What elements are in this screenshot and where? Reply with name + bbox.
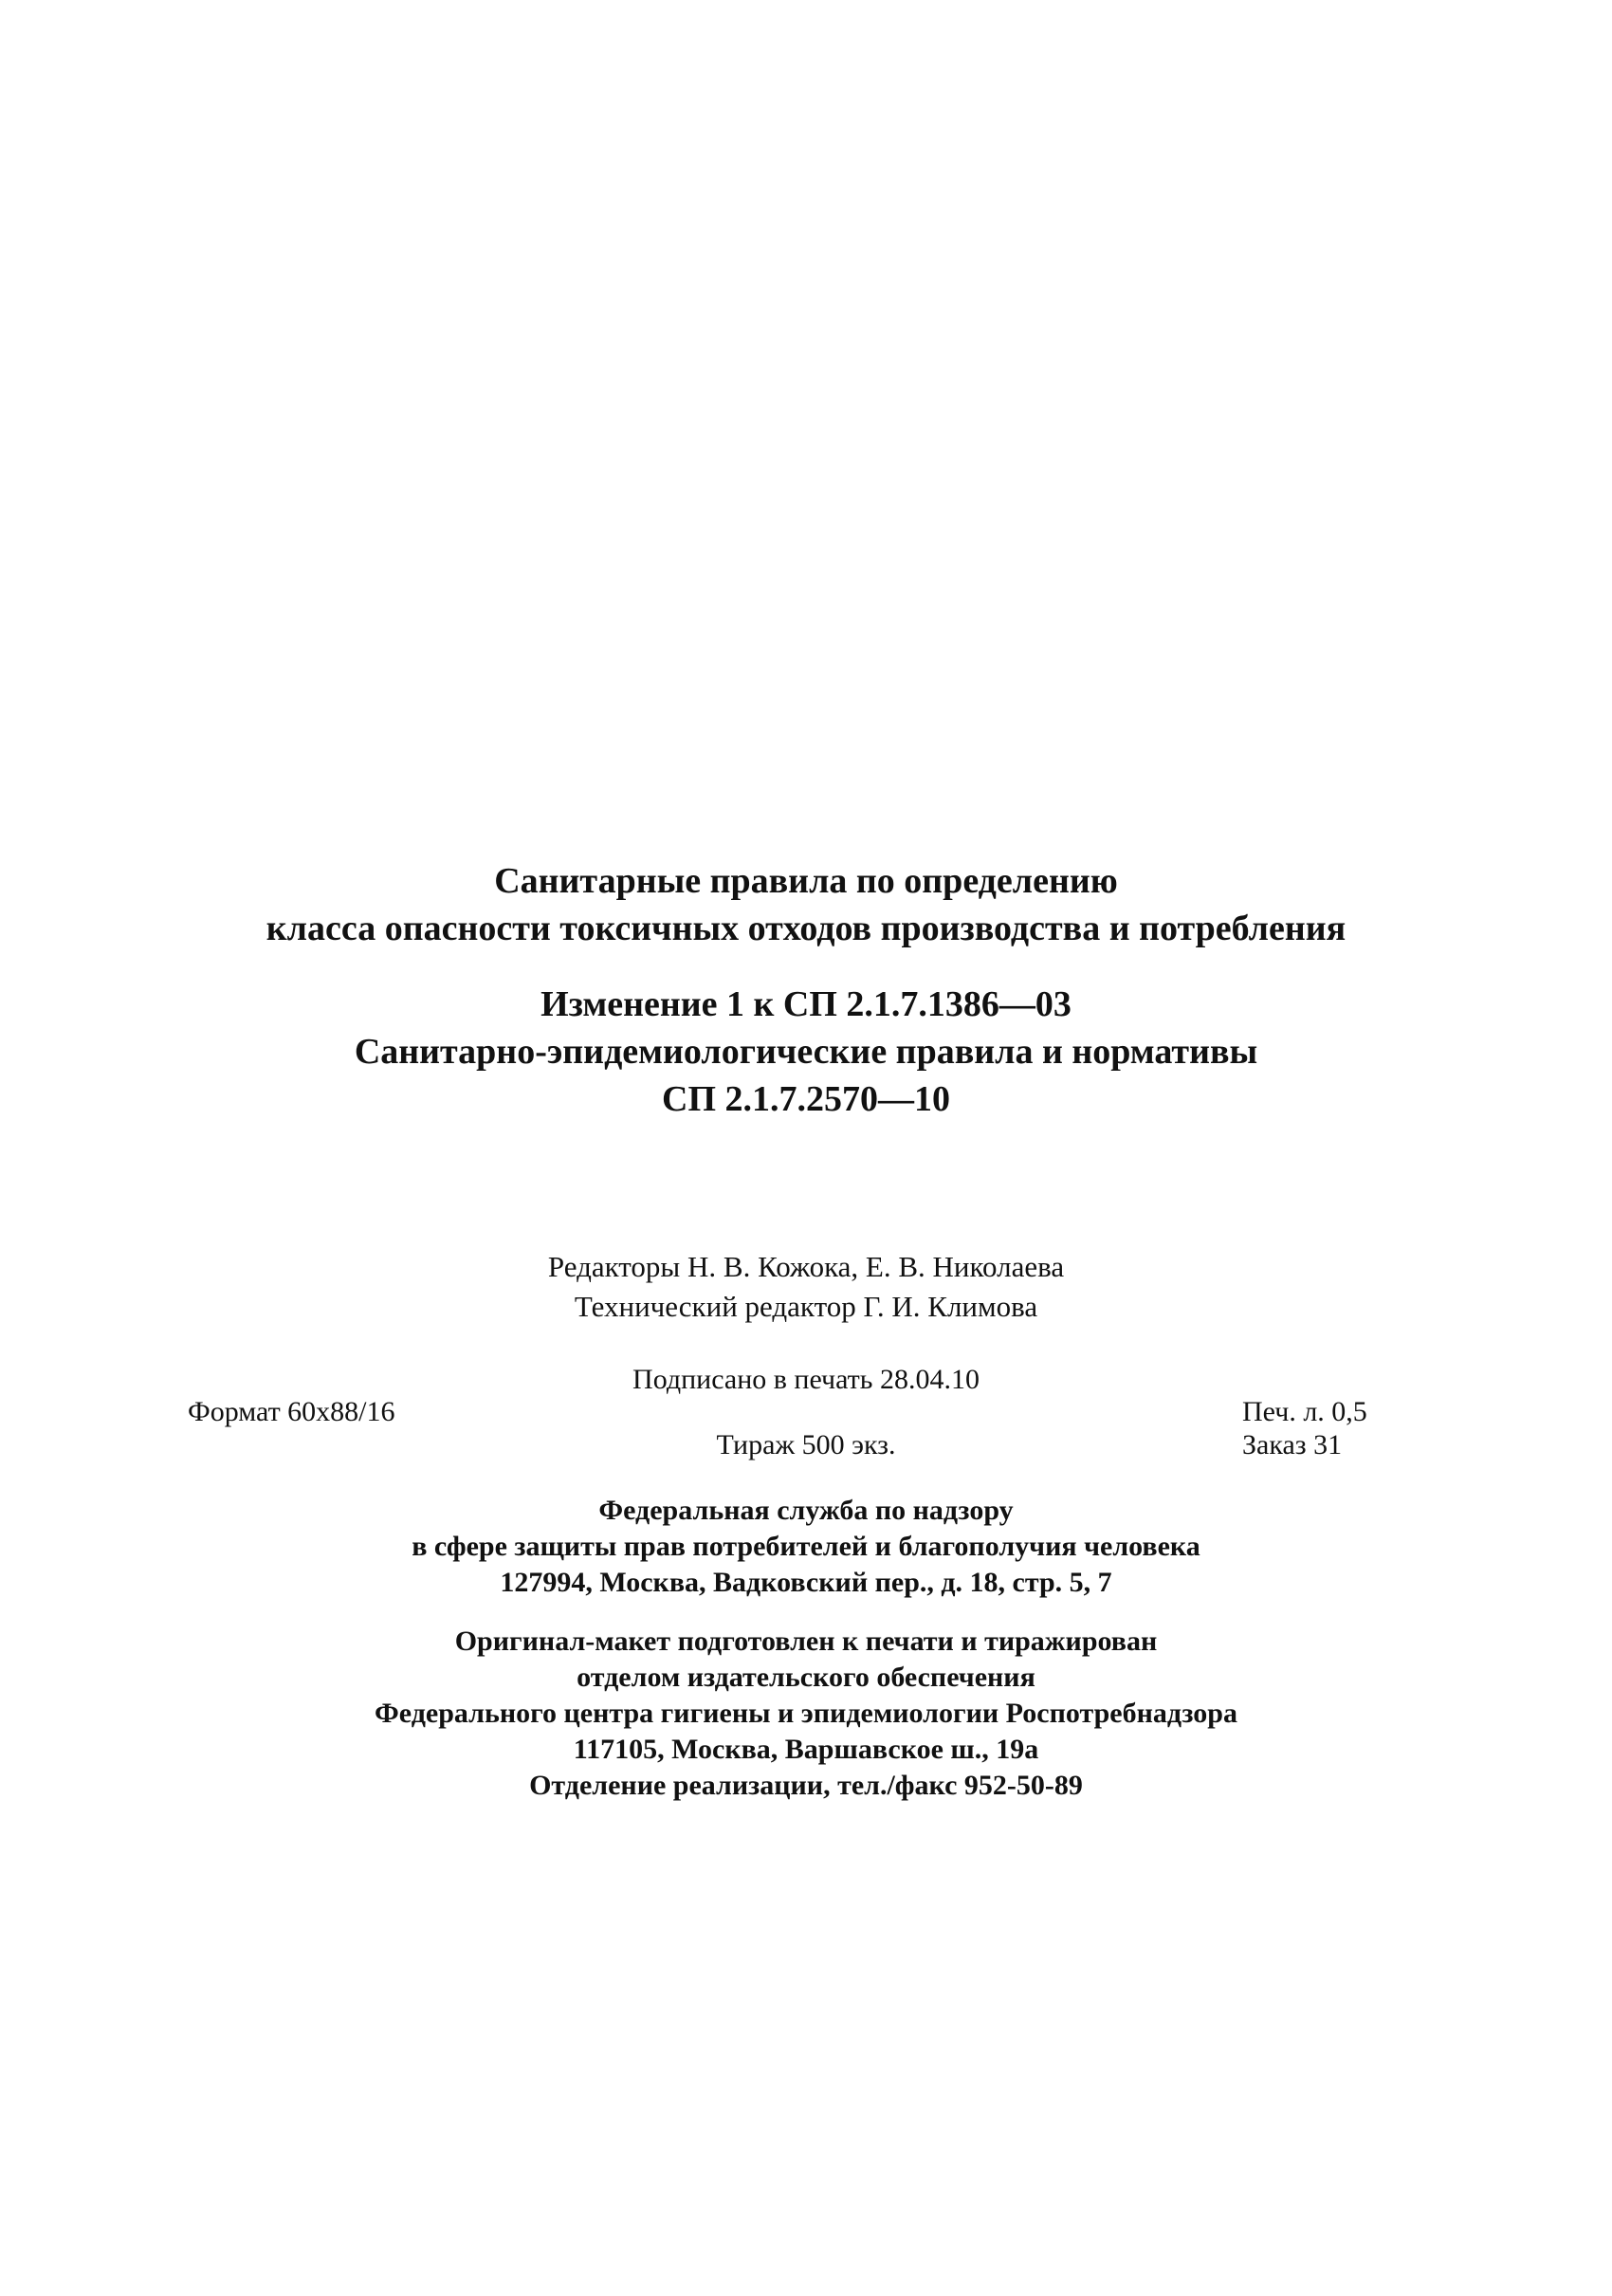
change-subtitle: Санитарно-эпидемиологические правила и нормативы: [354, 1032, 1258, 1072]
sales-contact: Отделение реализации, тел./факс 952-50-89: [529, 1770, 1083, 1801]
signed-for-print: Подписано в печать 28.04.10: [632, 1364, 980, 1395]
publisher-line-1: Федеральная служба по надзору: [598, 1495, 1014, 1526]
producer-address: 117105, Москва, Варшавское ш., 19а: [573, 1734, 1039, 1765]
circulation-info: Тираж 500 экз.: [716, 1429, 896, 1460]
producer-line-1: Оригинал-макет подготовлен к печати и тиражирован: [454, 1626, 1158, 1657]
title-line-1: Санитарные правила по определению: [494, 861, 1118, 901]
producer-line-2: отделом издательского обеспечения: [577, 1662, 1035, 1693]
publisher-address: 127994, Москва, Вадковский пер., д. 18, стр. 5, 7: [500, 1567, 1112, 1598]
title-line-2: класса опасности токсичных отходов производства и потребления: [266, 909, 1346, 948]
sheets-info: Печ. л. 0,5: [1242, 1396, 1367, 1427]
change-code: СП 2.1.7.2570—10: [662, 1079, 950, 1119]
format-info: Формат 60x88/16: [188, 1396, 395, 1427]
tech-editor-line: Технический редактор Г. И. Климова: [574, 1290, 1038, 1323]
editors-line: Редакторы Н. В. Кожока, Е. В. Николаева: [547, 1250, 1065, 1283]
publisher-line-2: в сфере защиты прав потребителей и благополучия человека: [412, 1531, 1200, 1562]
change-title: Изменение 1 к СП 2.1.7.1386—03: [540, 984, 1072, 1024]
producer-line-3: Федерального центра гигиены и эпидемиологии Роспотребнадзора: [375, 1698, 1237, 1729]
order-info: Заказ 31: [1242, 1429, 1343, 1460]
